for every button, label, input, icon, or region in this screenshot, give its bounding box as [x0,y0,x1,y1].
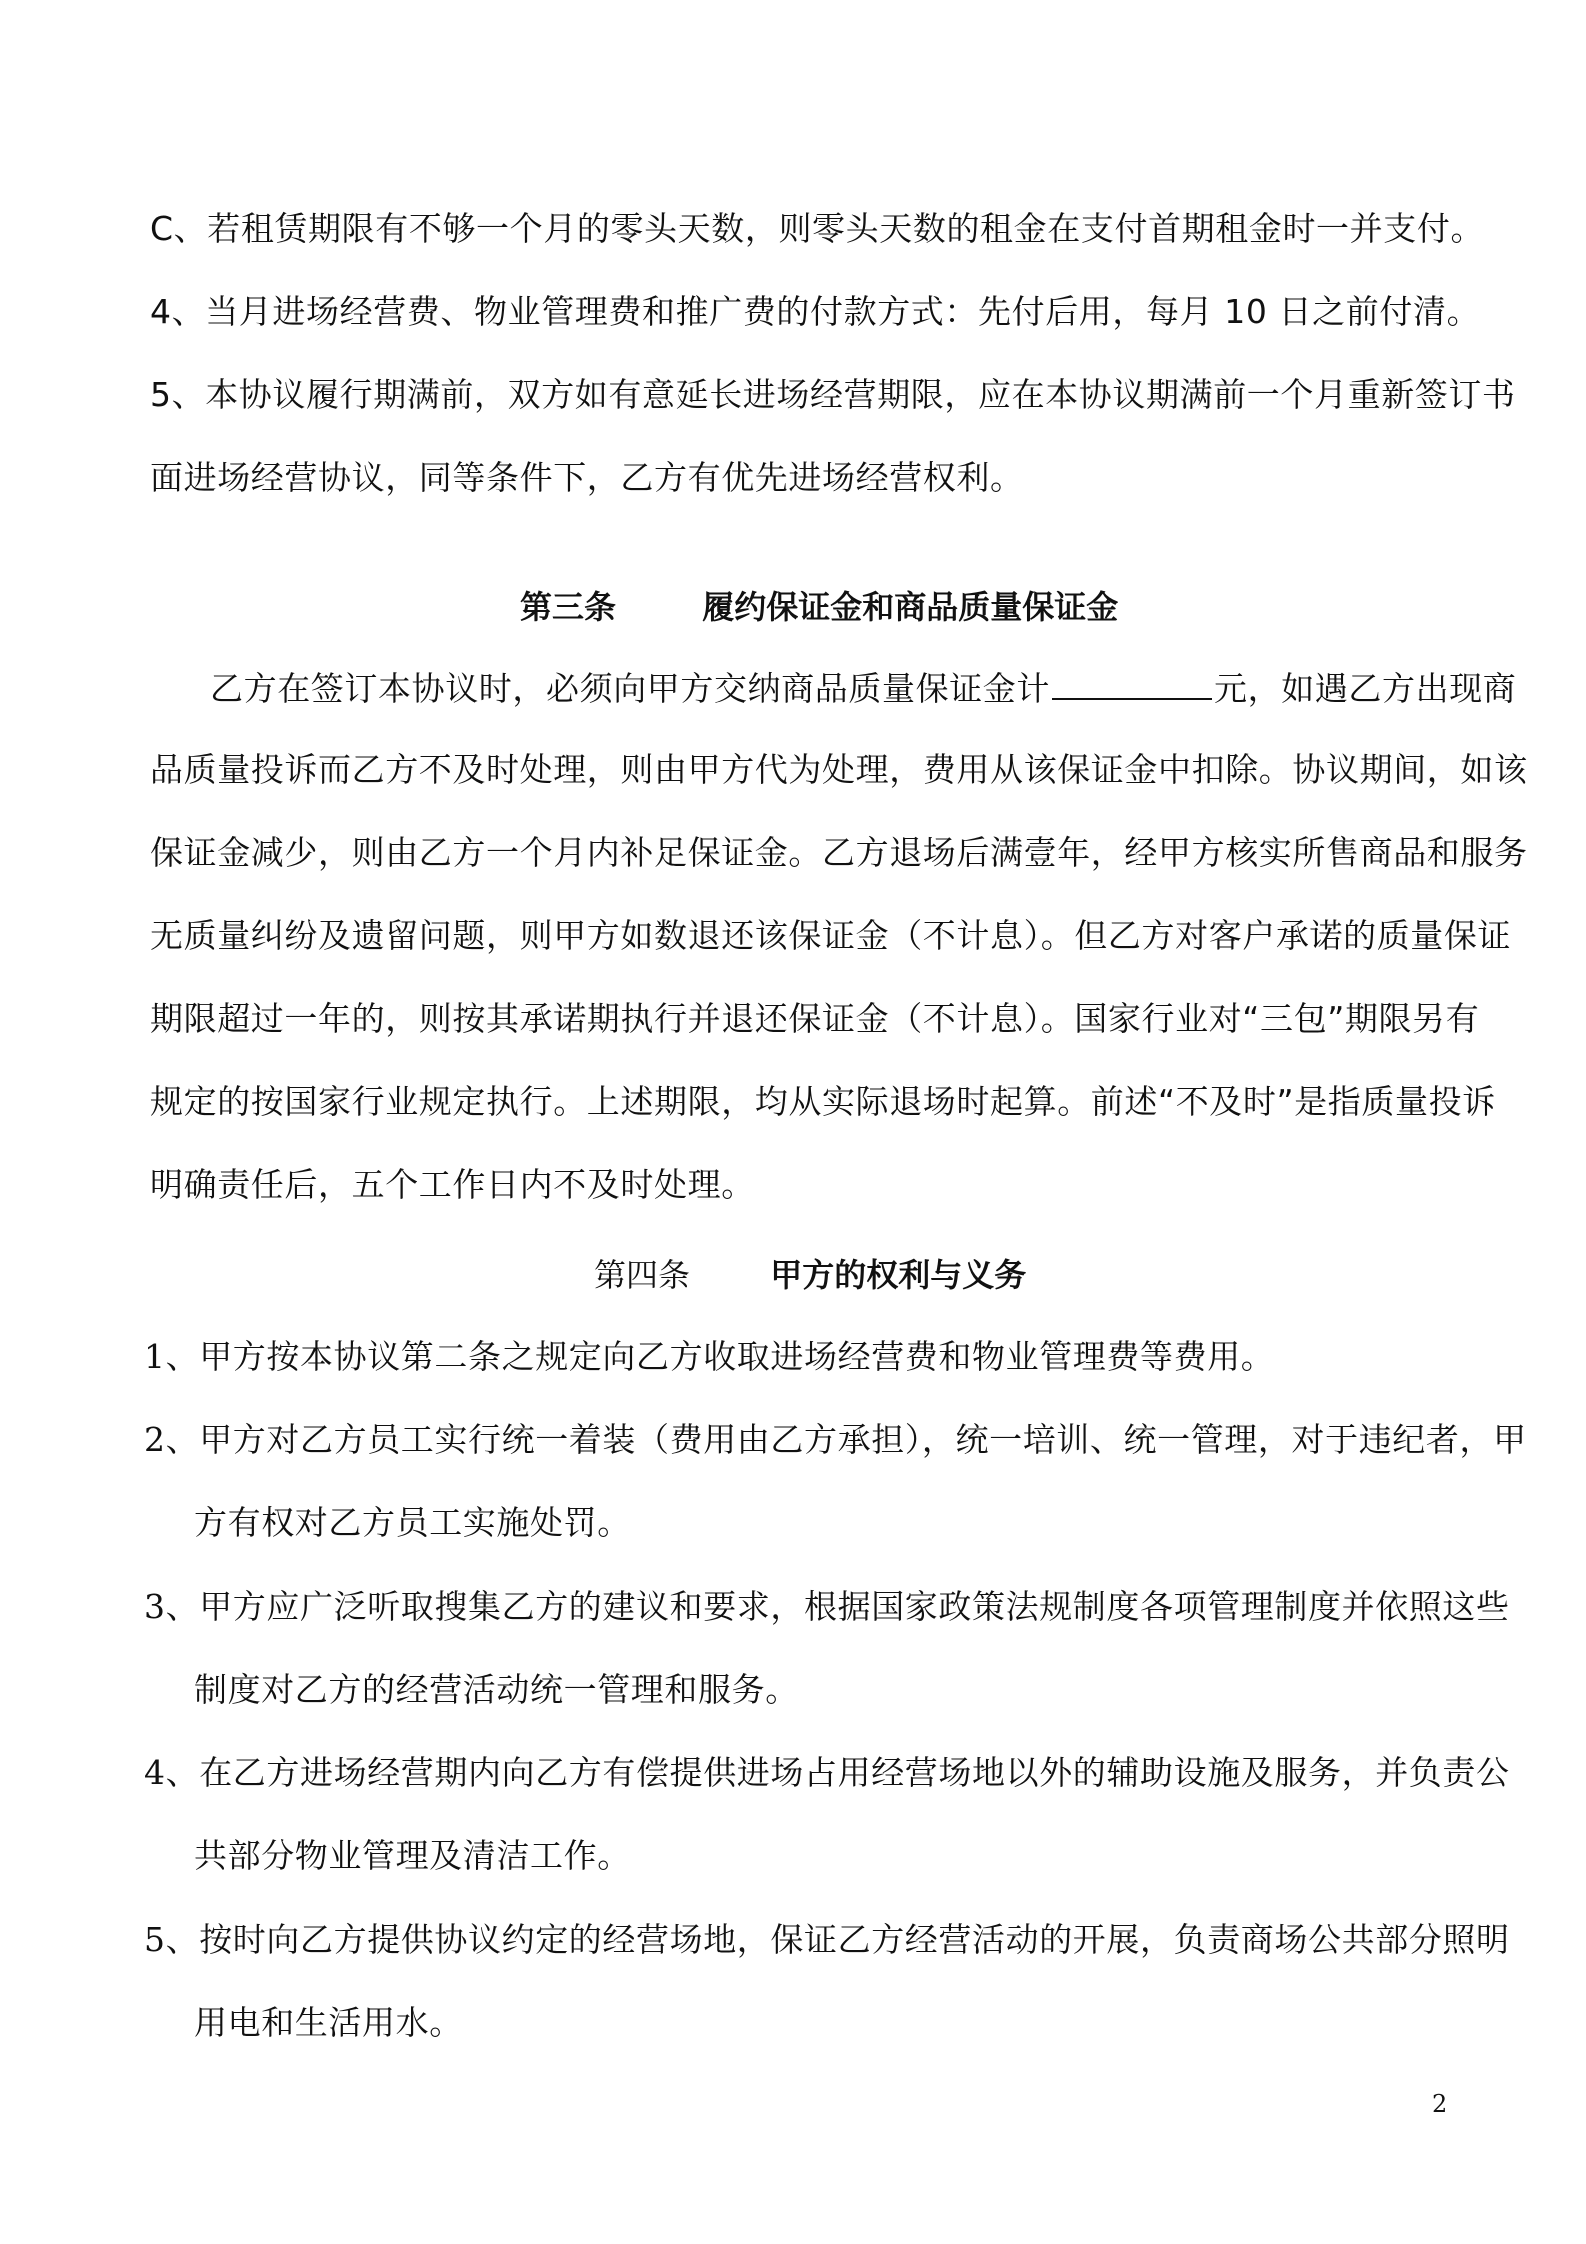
article-4-title: 甲方的权利与义务 [770,1256,1027,1294]
item-number: 5 [144,1920,166,1959]
article-3-line-5: 期限超过一年的，则按其承诺期执行并退还保证金（不计息）。国家行业对“三包”期限另有 [150,999,1480,1038]
article-4-heading [594,1255,1026,1295]
item-text: 、在乙方进场经营期内向乙方有偿提供进场占用经营场地以外的辅助设施及服务，并负责公 [165,1753,1510,1792]
article-3-title: 履约保证金和商品质量保证金 [702,588,1119,626]
page-number: 2 [1432,2090,1448,2118]
item-number: 2 [144,1420,166,1459]
article-4-item-2-line-1 [144,1420,1527,1460]
article-3-line-4: 无质量纠纷及遗留问题，则甲方如数退还该保证金（不计息）。但乙方对客户承诺的质量保证 [150,916,1512,955]
article-3-line-2: 品质量投诉而乙方不及时处理，则由甲方代为处理，费用从该保证金中扣除。协议期间，如该 [150,750,1528,789]
item-text: 、甲方应广泛听取搜集乙方的建议和要求，根据国家政策法规制度各项管理制度并依照这些 [165,1587,1510,1626]
article-4-item-5-line-2: 用电和生活用水。 [194,2003,463,2042]
clause-5-line-2: 面进场经营协议，同等条件下，乙方有优先进场经营权利。 [150,458,1024,497]
article-3-line-6: 规定的按国家行业规定执行。上述期限，均从实际退场时起算。前述“不及时”是指质量投诉 [150,1082,1496,1121]
article-4-item-5-line-1 [144,1920,1510,1960]
article-3-line-7: 明确责任后，五个工作日内不及时处理。 [150,1165,755,1204]
item-text: 、甲方对乙方员工实行统一着装（费用由乙方承担），统一培训、统一管理，对于违纪者，甲 [165,1420,1527,1459]
article-3-line-3: 保证金减少，则由乙方一个月内补足保证金。乙方退场后满壹年，经甲方核实所售商品和服务 [150,833,1528,872]
item-text: 、按时向乙方提供协议约定的经营场地，保证乙方经营活动的开展，负责商场公共部分照明 [165,1920,1510,1959]
article-4-item-1 [144,1337,1274,1377]
deposit-text-start: 乙方在签订本协议时，必须向甲方交纳商品质量保证金计 [210,669,1050,708]
clause-4-line: 4、当月进场经营费、物业管理费和推广费的付款方式：先付后用，每月 10 日之前付清。 [150,292,1481,331]
article-4-item-4-line-2: 共部分物业管理及清洁工作。 [194,1836,631,1875]
item-number: 4 [144,1753,166,1792]
clause-c-line: C、若租赁期限有不够一个月的零头天数，则零头天数的租金在支付首期租金时一并支付。 [150,209,1485,248]
article-3-heading [520,587,1118,627]
item-text: 、甲方按本协议第二条之规定向乙方收取进场经营费和物业管理费等费用。 [165,1337,1275,1376]
article-3-line-1 [210,668,1516,709]
item-number: 3 [144,1587,166,1626]
article-4-number: 第四条 [594,1256,691,1294]
article-4-item-3-line-1 [144,1587,1510,1627]
article-4-item-3-line-2: 制度对乙方的经营活动统一管理和服务。 [194,1670,799,1709]
article-4-item-2-line-2: 方有权对乙方员工实施处罚。 [194,1503,631,1542]
article-3-number: 第三条 [520,588,617,626]
deposit-amount-blank [1052,668,1212,700]
item-number: 1 [144,1337,166,1376]
clause-5-line-1: 5、本协议履行期满前，双方如有意延长进场经营期限，应在本协议期满前一个月重新签订书 [150,375,1516,414]
deposit-text-after: 元，如遇乙方出现商 [1214,669,1517,708]
article-4-item-4-line-1 [144,1753,1510,1793]
